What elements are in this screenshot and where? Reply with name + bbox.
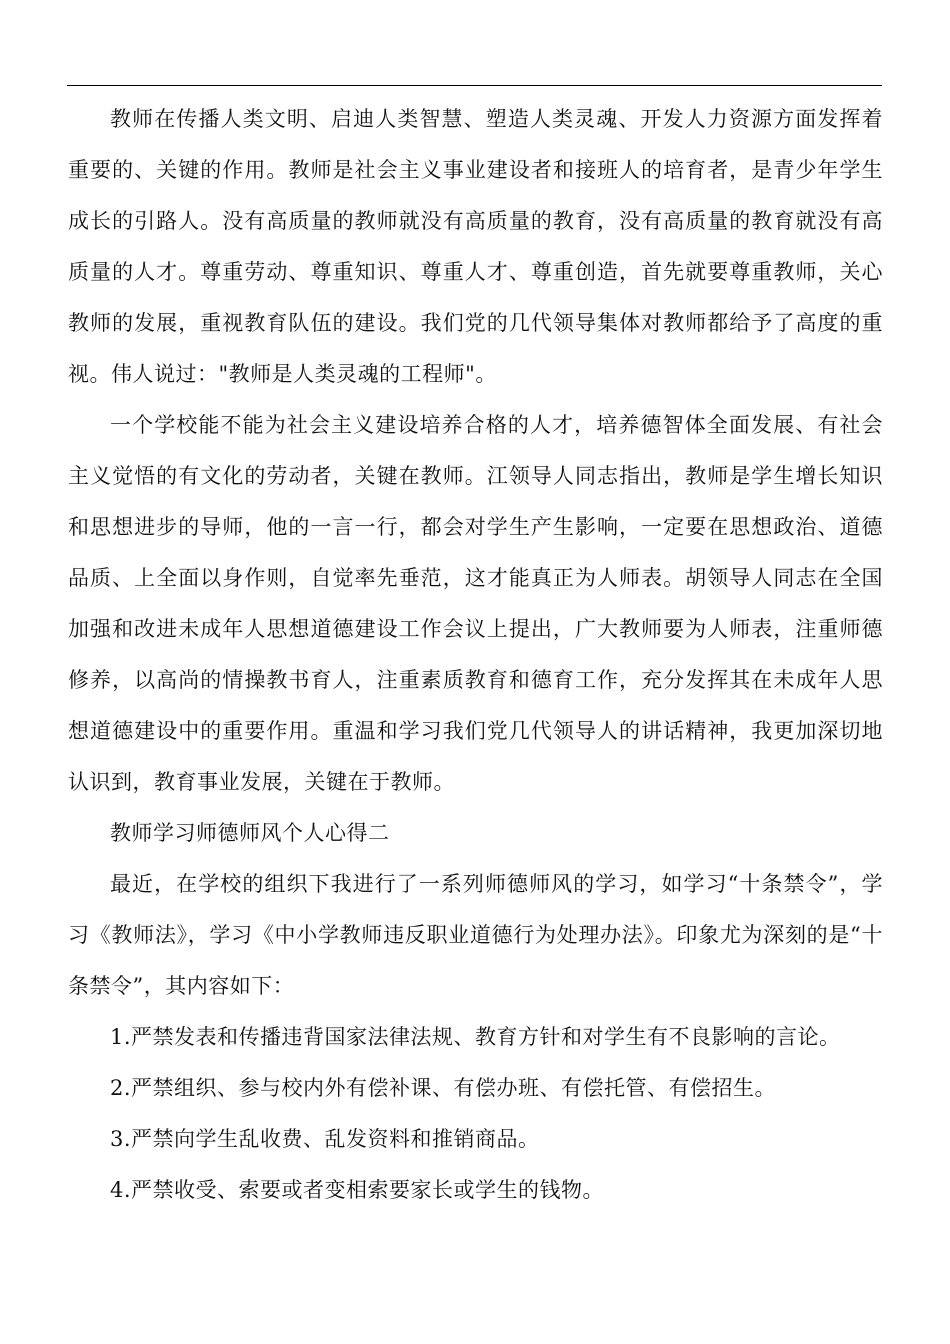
- header-rule: [67, 85, 882, 86]
- paragraph-school-talent: 一个学校能不能为社会主义建设培养合格的人才，培养德智体全面发展、有社会主义觉悟的有文化的劳动者，关键在教师。江领导人同志指出，教师是学生增长知识和思想进步的导师，他的一言一行，都会对学生产生影响，一定要在思想政治、道德品质、上全面以身作则，自觉率先垂范，这才能真正为人师表。胡领导人同志在全国加强和改进未成年人思想道德建设工作会议上提出，广大教师要为人师表，注重师德修养，以高尚的情操教书育人，注重素质教育和德育工作，充分发挥其在未成年人思想道德建设中的重要作用。重温和学习我们党几代领导人的讲话精神，我更加深切地认识到，教育事业发展，关键在于教师。: [68, 413, 883, 794]
- paragraph-recent-study: 最近，在学校的组织下我进行了一系列师德师风的学习，如学习“十条禁令”，学习《教师法》，学习《中小学教师违反职业道德行为处理办法》。印象尤为深刻的是“十条禁令”，其内容如下：: [68, 872, 883, 998]
- document-body: [68, 94, 883, 1216]
- list-item: 4.严禁收受、索要或者变相索要家长或学生的钱物。: [110, 1178, 605, 1202]
- paragraph-teacher-role: 教师在传播人类文明、启迪人类智慧、塑造人类灵魂、开发人力资源方面发挥着重要的、关键的作用。教师是社会主义事业建设者和接班人的培育者，是青少年学生成长的引路人。没有高质量的教师就没有高质量的教育，没有高质量的教育就没有高质量的人才。尊重劳动、尊重知识、尊重人才、尊重创造，首先就要尊重教师，关心教师的发展，重视教育队伍的建设。我们党的几代领导集体对教师都给予了高度的重视。伟人说过："教师是人类灵魂的工程师"。: [68, 107, 883, 386]
- list-item: 3.严禁向学生乱收费、乱发资料和推销商品。: [110, 1127, 540, 1151]
- list-item: 1.严禁发表和传播违背国家法律法规、教育方针和对学生有不良影响的言论。: [110, 1025, 841, 1049]
- section-heading: 教师学习师德师风个人心得二: [110, 821, 390, 845]
- list-item: 2.严禁组织、参与校内外有偿补课、有偿办班、有偿托管、有偿招生。: [110, 1076, 777, 1100]
